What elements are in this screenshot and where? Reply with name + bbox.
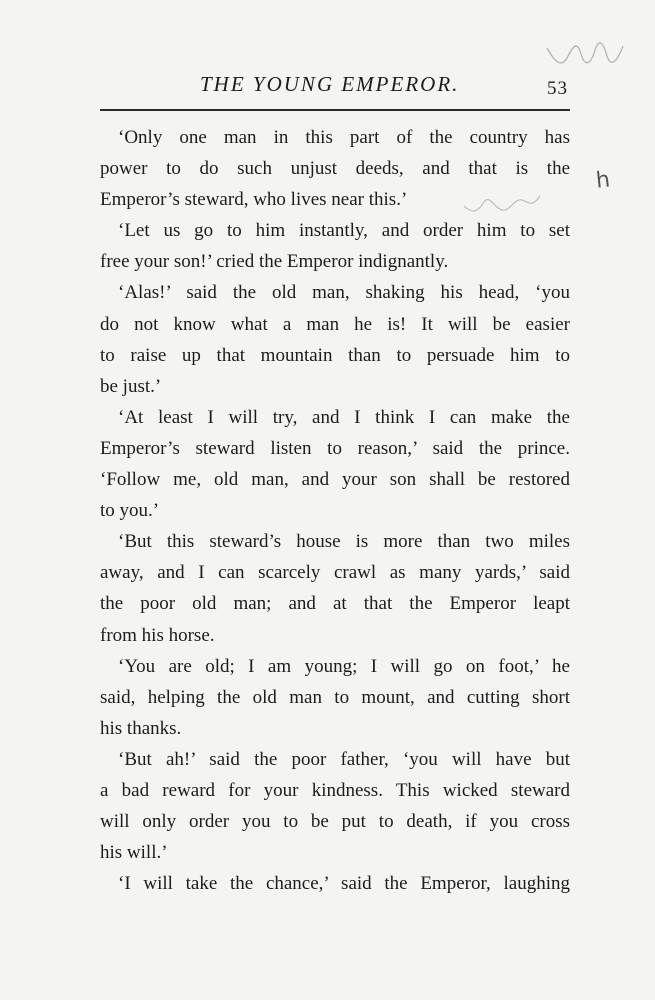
text-line: free your son!’ cried the Emperor indignantly. <box>100 251 449 273</box>
text-line: ‘You are old; I am young; I will go on foot,’ he <box>118 655 570 677</box>
text-line: his will.’ <box>100 842 168 864</box>
text-line: said, helping the old man to mount, and cutting short <box>100 686 570 708</box>
text-line: do not know what a man he is! It will be easier <box>100 313 570 335</box>
text-line: ‘Alas!’ said the old man, shaking his head, ‘you <box>118 282 570 304</box>
text-line: ‘I will take the chance,’ said the Emperor, laughing <box>118 873 570 895</box>
text-line: be just.’ <box>100 375 162 397</box>
text-line: ‘Only one man in this part of the country has <box>118 127 570 148</box>
page-number: 53 <box>547 78 568 99</box>
running-head <box>0 72 570 102</box>
margin-handwritten-mark: h <box>594 167 612 194</box>
text-line: a bad reward for your kindness. This wicked steward <box>100 779 570 801</box>
text-line: away, and I can scarcely crawl as many yards,’ said <box>100 562 570 584</box>
text-line: Emperor’s steward, who lives near this.’ <box>100 189 408 211</box>
pencil-scrawl-icon <box>543 28 633 78</box>
running-title: THE YOUNG EMPEROR. <box>200 72 460 96</box>
text-line: to raise up that mountain than to persuade him to <box>100 344 570 366</box>
text-line: the poor old man; and at that the Emperor leapt <box>100 593 570 615</box>
text-line: ‘At least I will try, and I think I can make the <box>118 406 570 428</box>
text-line: ‘Let us go to him instantly, and order him to set <box>118 220 570 242</box>
header-rule <box>100 109 570 111</box>
text-line: to you.’ <box>100 500 160 522</box>
text-line: Emperor’s steward listen to reason,’ said the prince. <box>100 437 570 459</box>
text-line: ‘But this steward’s house is more than two miles <box>118 531 570 553</box>
text-line: ‘Follow me, old man, and your son shall be restored <box>100 469 570 491</box>
text-line: power to do such unjust deeds, and that is the <box>100 158 570 180</box>
body-text <box>100 122 570 899</box>
text-line: ‘But ah!’ said the poor father, ‘you will have but <box>118 748 570 770</box>
text-line: will only order you to be put to death, if you cross <box>100 811 570 833</box>
text-line: from his horse. <box>100 624 215 646</box>
text-line: his thanks. <box>100 717 182 739</box>
